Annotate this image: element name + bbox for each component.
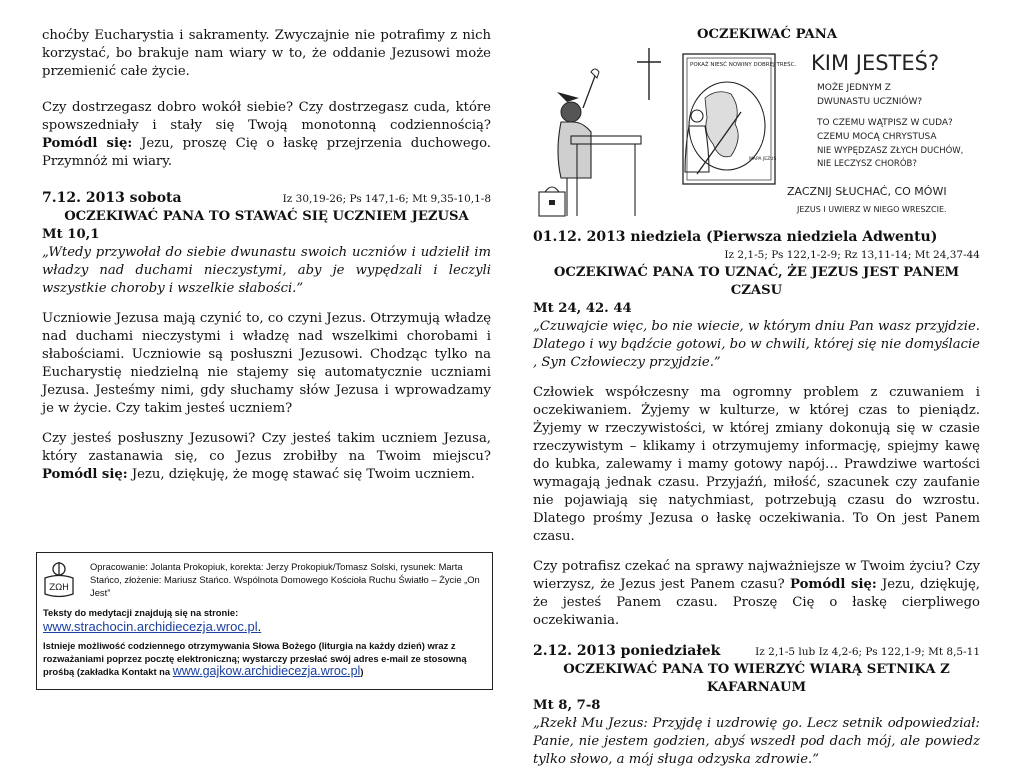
info-box: [36, 552, 493, 690]
paragraph: Czy dostrzegasz dobro wokół siebie? Czy dostrzegasz cuda, które spowszedniały i stały się Twoją monotonną codziennością? Pomódl się: Jezu, proszę Cię o łaskę przejrzenia duchowego. Przymnóż mi wiary.: [42, 100, 491, 169]
verse-ref: Mt 24, 42. 44: [533, 301, 632, 316]
day-refs: Iz 2,1-5 lub Iz 4,2-6; Ps 122,1-9; Mt 8,5-11: [755, 646, 980, 658]
paragraph: choćby Eucharystia i sakramenty. Zwyczajnie nie potrafimy z nich korzystać, bo brakuje nam wiary w to, że oddanie Jezusowi może przemienić całe życie.: [42, 28, 491, 79]
day-theme: OCZEKIWAĆ PANA TO WIERZYĆ WIARĄ SETNIKA Z KAFARNAUM: [563, 662, 950, 695]
day-refs: Iz 30,19-26; Ps 147,1-6; Mt 9,35-10,1-8: [282, 193, 491, 205]
paragraph: Uczniowie Jezusa mają czynić to, co czyni Jezus. Otrzymują władzę nad duchami nieczystymi i władzę nad wszelkimi chorobami i słabościami. Uczniowie są posłuszni Jezusowi. Chodząc tylko na Eucharystię niedzielną nie stajemy się automatycznie uczniami Jezusa. Jesteśmy nimi, gdy słuchamy słów Jezusa i wprowadzamy je w życie. Czy takim jesteś uczniem?: [42, 311, 491, 416]
subscription-note: Istnieje możliwość codziennego otrzymywania Słowa Bożego (liturgia na każdy dzień) wraz z rozważaniami poprzez pocztę elektroniczną; wystarczy przesłać swój adres e-mail ze stosowną prośbą (zakładka Kontakt na www.gajkow.archidiecezja.wroc.pl): [43, 640, 467, 678]
page-title: OCZEKIWAĆ PANA: [697, 27, 838, 42]
gajkow-link[interactable]: www.gajkow.archidiecezja.wroc.pl: [172, 664, 361, 678]
day-heading: [42, 189, 491, 208]
svg-text:NIE LECZYSZ CHORÓB?: NIE LECZYSZ CHORÓB?: [817, 159, 917, 169]
strachocin-link[interactable]: www.strachocin.archidiecezja.wroc.pl.: [43, 619, 262, 634]
svg-text:MOŻE JEDNYM Z: MOŻE JEDNYM Z: [817, 83, 891, 93]
day-title: 01.12. 2013 niedziela (Pierwsza niedziela Adwentu): [533, 229, 938, 245]
svg-text:MAPA JEZUS: MAPA JEZUS: [749, 157, 777, 162]
day-title: 2.12. 2013 poniedziałek: [533, 643, 721, 659]
scripture-quote: „Czuwajcie więc, bo nie wiecie, w którym dniu Pan wasz przyjdzie. Dlatego i wy bądźcie gotowi, bo w chwili, której się nie domyślacie , Syn Człowieczy przyjdzie.”: [533, 319, 980, 370]
svg-text:JEZUS I UWIERZ W NIEGO WRESZCI: JEZUS I UWIERZ W NIEGO WRESZCIE.: [797, 205, 947, 214]
texts-note: Teksty do medytacji znajdują się na stronie:: [43, 607, 239, 618]
scripture-quote: „Wtedy przywołał do siebie dwunastu swoich uczniów i udzielił im władzy nad duchami nieczystymi, aby je wypędzali i leczyli wszystkie choroby i wszelkie słabości.”: [42, 245, 491, 296]
verse-ref: Mt 10,1: [42, 227, 100, 242]
paragraph: Człowiek współczesny ma ogromny problem z czuwaniem i oczekiwaniem. Żyjemy w kulturze, w której czas to pieniądz. Żyjemy w rzeczywistości, w której zmiany dokonują się w czasie rzeczywistym – klikamy i otrzymujemy informację, spiejmy kawę do kubka, zalewamy i mamy gotowy napój… Prawdziwe wartości wymagają jednak czasu. Przyjaźń, miłość, szacunek czy zaufanie nie pojawiają się natychmiast, potrzebują czasu do wzrostu. Dlatego prośmy Jezusa o łaskę oczekiwania. To On jest Panem czasu.: [533, 385, 980, 544]
svg-text:TO CZEMU WĄTPISZ W CUDA?: TO CZEMU WĄTPISZ W CUDA?: [817, 118, 953, 128]
svg-text:KIM JESTEŚ?: KIM JESTEŚ?: [811, 51, 940, 75]
paragraph: Czy jesteś posłuszny Jezusowi? Czy jesteś takim uczniem Jezusa, który zastanawia się, co Jezus zrobiłby na Twoim miejscu? Pomódl się: Jezu, dziękuję, że mogę stawać się Twoim uczniem.: [42, 431, 491, 482]
prayer-label: Pomódl się:: [790, 577, 877, 592]
credits: Opracowanie: Jolanta Prokopiuk, korekta: Jerzy Prokopiuk/Tomasz Solski, rysunek: Marta Stańco, złożenie: Mariusz Stańco. Wspólnota Domowego Kościoła Ruchu Światło – Życie „On Jest”: [90, 561, 480, 598]
prayer-label: Pomódl się:: [42, 136, 133, 151]
day-theme: OCZEKIWAĆ PANA TO UZNAĆ, ŻE JEZUS JEST PANEM CZASU: [553, 265, 960, 298]
classroom-illustration: [527, 48, 981, 224]
verse-ref: Mt 8, 7-8: [533, 698, 601, 713]
scripture-quote: „Rzekł Mu Jezus: Przyjdę i uzdrowię go. Lecz setnik odpowiedział: Panie, nie jestem godzien, abyś wszedł pod dach mój, ale powiedz tylko słowo, a mój sługa odzyska zdrowie.”: [533, 716, 980, 767]
right-column: [533, 228, 980, 769]
svg-text:DWUNASTU UCZNIÓW?: DWUNASTU UCZNIÓW?: [817, 97, 923, 107]
paragraph: Czy potrafisz czekać na sprawy najważniejsze w Twoim życiu? Czy wierzysz, że Jezus jest Panem czasu? Pomódl się: Jezu, dziękuję, że jesteś Panem czasu. Proszę Cię o łaskę cierpliwego oczekiwania.: [533, 559, 980, 628]
day-heading: [533, 642, 980, 661]
svg-text:ΖΩΗ: ΖΩΗ: [49, 583, 69, 593]
zoe-logo-icon: [42, 560, 76, 598]
day-title: 7.12. 2013 sobota: [42, 190, 182, 206]
prayer-label: Pomódl się:: [42, 467, 128, 482]
day-refs: Iz 2,1-5; Ps 122,1-2-9; Rz 13,11-14; Mt 24,37-44: [724, 249, 980, 261]
svg-text:NIE WYPĘDZASZ ZŁYCH DUCHÓW,: NIE WYPĘDZASZ ZŁYCH DUCHÓW,: [817, 146, 964, 156]
svg-text:CZEMU MOCĄ CHRYSTUSA: CZEMU MOCĄ CHRYSTUSA: [817, 132, 937, 142]
left-column: [42, 27, 491, 484]
day-theme: OCZEKIWAĆ PANA TO STAWAĆ SIĘ UCZNIEM JEZUSA: [64, 209, 469, 224]
svg-text:ZACZNIJ SŁUCHAĆ, CO MÓWI: ZACZNIJ SŁUCHAĆ, CO MÓWI: [787, 185, 947, 198]
svg-text:POKAŻ NIESĆ NOWINY DOBREJ TREŚ: POKAŻ NIESĆ NOWINY DOBREJ TREŚC.: [690, 62, 797, 68]
